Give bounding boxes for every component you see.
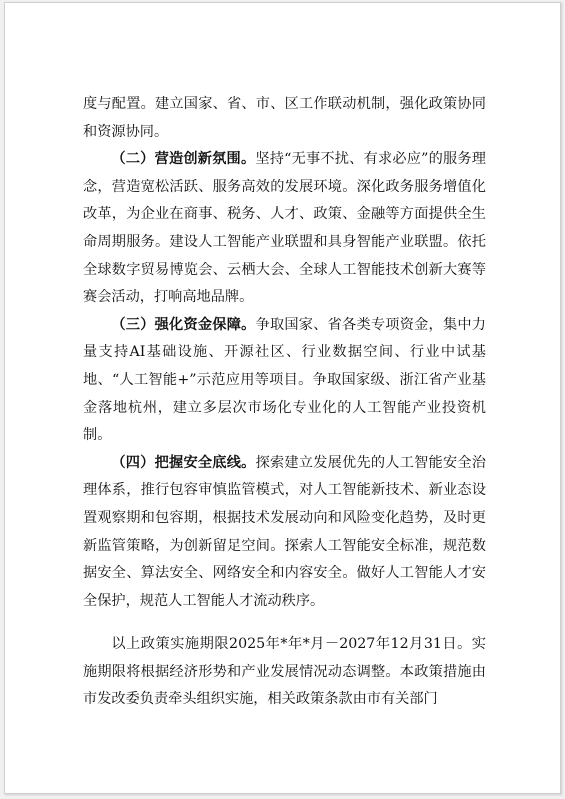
- paragraph-create-innovation-atmosphere: [83, 146, 486, 312]
- document-body: [83, 91, 486, 714]
- section-heading-3: （三）强化资金保障。: [111, 316, 256, 333]
- paragraph-continuation: 度与配置。建立国家、省、市、区工作联动机制，强化政策协同和资源协同。: [83, 96, 486, 140]
- paragraph-gap: [83, 615, 486, 631]
- paragraph-strengthen-funding: [83, 312, 486, 450]
- document-page: [4, 2, 561, 794]
- paragraph-text-2: 坚持“无事不扰、有求必应”的服务理念，营造宽松活跃、服务高效的发展环境。深化政务服务增值化改革，为企业在商事、税务、人才、政策、金融等方面提供全生命周期服务。建设人工智能产业联盟和具身智能产业联盟。依托全球数字贸易博览会、云栖大会、全球人工智能技术创新大赛等赛会活动，打响高地品牌。: [83, 151, 486, 306]
- section-heading-4: （四）把握安全底线。: [111, 454, 256, 471]
- paragraph-implementation-period: 以上政策实施期限2025年*年*月－2027年12月31日。实施期限将根据经济形势和产业发展情况动态调整。本政策措施由市发改委负责牵头组织实施，相关政策条款由市有关部门: [83, 636, 486, 708]
- paragraph-text-4: 探索建立发展优先的人工智能安全治理体系，推行包容审慎监管模式，对人工智能新技术、新业态设置观察期和包容期，根据技术发展动向和风险变化趋势，及时更新监管策略，为创新留足空间。探索人工智能安全标准，规范数据安全、算法安全、网络安全和内容安全。做好人工智能人才安全保护，规范人工智能人才流动秩序。: [83, 454, 486, 609]
- section-heading-2: （二）营造创新氛围。: [111, 151, 256, 168]
- paragraph-text-3: 争取国家、省各类专项资金，集中力量支持AI基础设施、开源社区、行业数据空间、行业中试基地、“人工智能+”示范应用等项目。争取国家级、浙江省产业基金落地杭州，建立多层次市场化专业化的人工智能产业投资机制。: [83, 316, 486, 444]
- paragraph-safety-bottom-line: [83, 450, 486, 616]
